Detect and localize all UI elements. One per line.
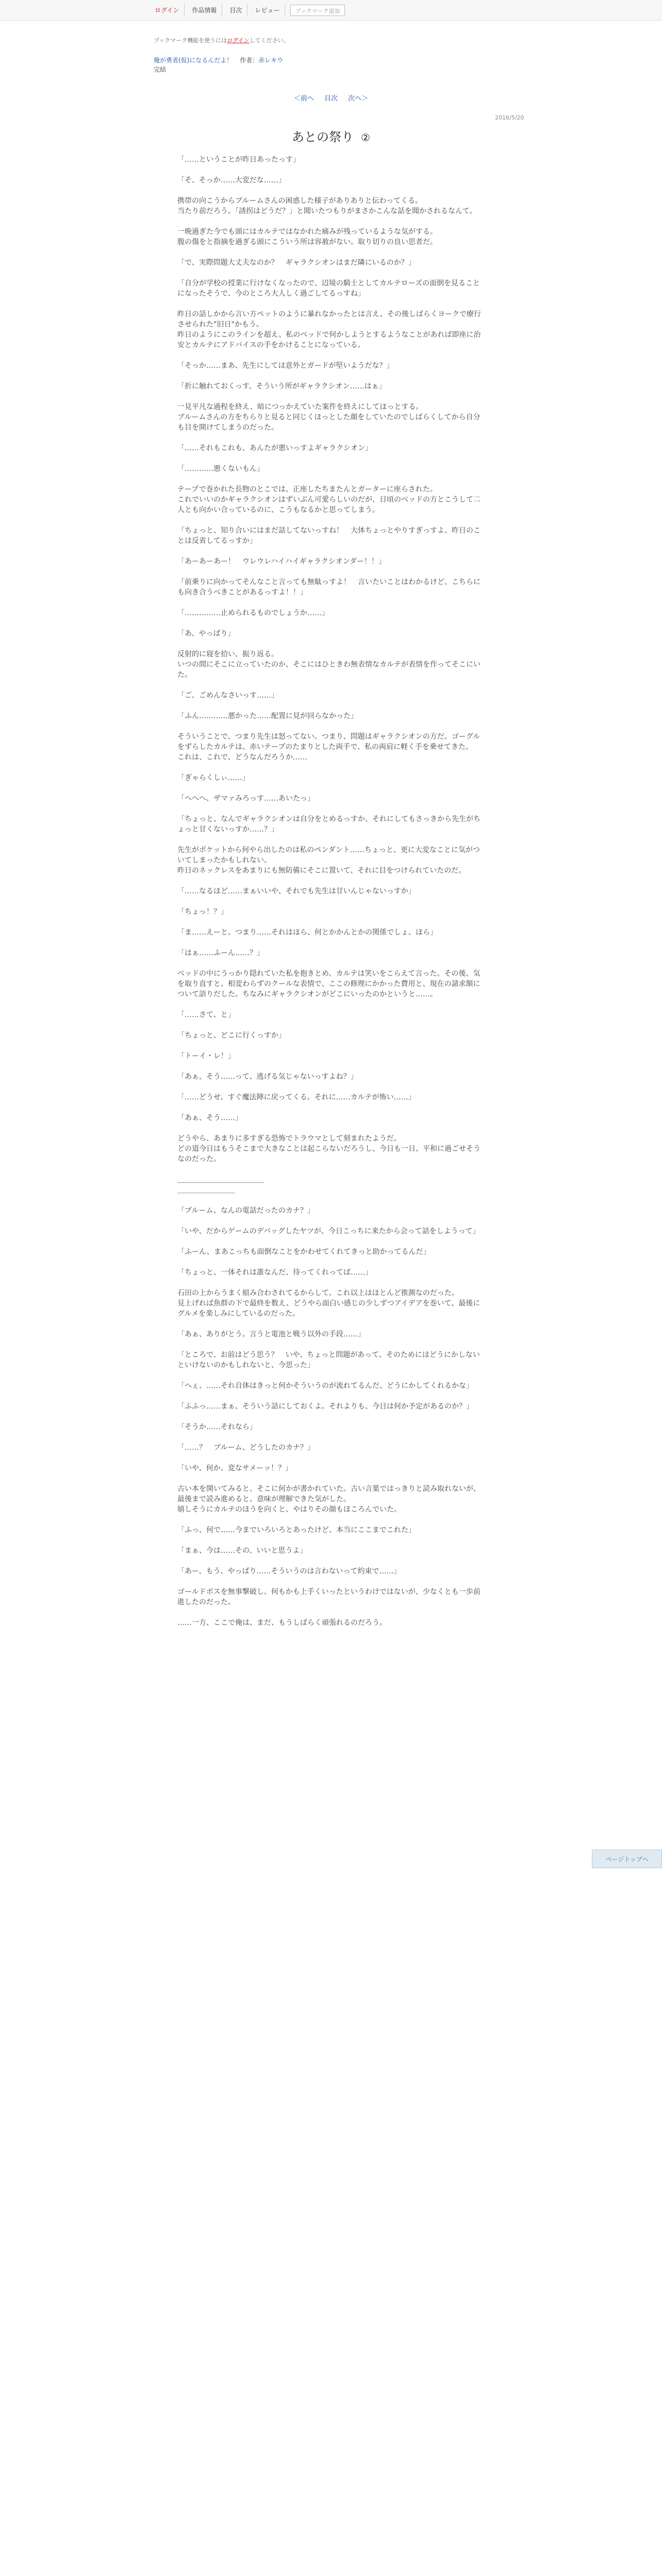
body-line: 「ふーん、まあこっちも面倒なことをかわせてくれてきっと助かってるんだ」	[177, 1248, 431, 1256]
body-line: 「折に触れておくっす、そういう所がギャラクシオン……はぁ」	[177, 382, 386, 391]
episode-number: ②	[361, 131, 370, 144]
notice-login-link[interactable]: ログイン	[227, 37, 250, 44]
body-line	[177, 1164, 487, 1175]
body-line: 「ご、ごめんなさいっす……」	[177, 691, 278, 700]
body-line	[177, 1412, 487, 1422]
body-line	[177, 567, 487, 577]
index-link[interactable]: 目次	[324, 95, 338, 103]
notice-suffix: してください。	[249, 37, 289, 44]
episode-title-row	[0, 127, 662, 145]
bookmark-add-button-top[interactable]: ブックマーク追加	[290, 5, 344, 16]
bookmark-notice	[154, 36, 289, 44]
body-line	[177, 896, 487, 907]
body-line: 「そ、そっか……大変だな……」	[177, 176, 286, 184]
body-line	[177, 299, 487, 309]
login-link[interactable]: ログイン	[150, 4, 185, 16]
body-line	[177, 515, 487, 526]
body-line: 「……なるほど……まぁいいや、それでも先生は甘いんじゃないっすか」	[177, 887, 416, 895]
body-line: 「いや、だからゲームのデバッグしたヤツが、今日こっちに来たから会って話をしようって」	[177, 1227, 480, 1235]
body-line: 「いや、何か、変なサメーッ！？」	[177, 1464, 293, 1472]
body-line: 嬉しそうにカルテのほうを向くと、やはりその顔もほころんでいた。	[177, 1505, 401, 1514]
body-line: 「あー、もう、やっぱり……そういうのは言わないって約束で……」	[177, 1567, 401, 1575]
body-line: 「……？ ブルーム、どうしたのカナ？」	[177, 1444, 315, 1452]
contents-link[interactable]: 目次	[224, 4, 247, 16]
body-line: 先生がポケットから何やら出したのは私のペンダント……ちょっと、更に大変なことに気がついてしまったかもしれない。	[177, 846, 480, 865]
body-line: 腹の傷をと指摘を過ぎる頭にこういう所は容赦がない。取り切りの良い思者だ。	[177, 238, 437, 246]
top-nav	[150, 4, 345, 16]
body-line: ブルームさんの方をちらりと見ると同じくほっとした顔をしていたのでしばらくしてから自分も目を開けてしまうのだった。	[177, 413, 481, 432]
body-line	[177, 216, 487, 227]
body-line	[177, 1123, 487, 1133]
series-title-link[interactable]: 俺が勇者(仮)になるんだよ！	[154, 57, 233, 64]
body-line	[177, 701, 487, 711]
body-line: 携帯の向こうからブルームさんの困惑した様子がありありと伝わってくる。	[177, 197, 423, 205]
body-line	[177, 546, 487, 556]
body-line	[177, 999, 487, 1010]
body-line: ……一方、ここで俺は、まだ、もうしばらく頑張れるのだろう。	[177, 1619, 387, 1627]
body-line: 「まぁ、今は……その、いいと思うよ」	[177, 1547, 307, 1555]
work-info-link[interactable]: 作品情報	[187, 4, 222, 16]
body-line: 「ブルーム、なんの電話だったのカナ？」	[177, 1207, 315, 1215]
author-link[interactable]: 赤レキウ	[258, 57, 284, 64]
body-line	[177, 1319, 487, 1329]
body-line: テープで巻かれた長物のとこでは、正座したちまたんとガーターに座らされた。	[177, 485, 437, 494]
body-line: どの道今日はもうそこまで大きなことは起こらないだろうし、今日も一日、平和に過ごせそうなのだった。	[177, 1145, 481, 1163]
body-line	[177, 1556, 487, 1566]
body-line: 反射的に寝を拾い、振り返る。	[177, 650, 278, 658]
body-line: 「……どうせ、すぐ魔法陣に戻ってくる。それに……カルテが怖い……」	[177, 1093, 416, 1101]
body-line: 一見平凡な過程を終え、暗につっかえていた案件を終えにしてほっとする。	[177, 403, 423, 411]
body-line: 「へぇ、……それ自体はきっと何かそういうのが流れてるんだ、どうにかしてくれるかな」	[177, 1382, 473, 1390]
body-line: 昨日のようにこのラインを超え、私のベッドで何かしようとするようなことがあれば即座に治安とカルテにアドバイスの手をかけることになっている。	[177, 331, 481, 349]
body-line: 「ちょっと、一体それは誰なんだ、待ってくれってば……」	[177, 1268, 372, 1277]
body-line	[177, 958, 487, 969]
body-line: 「ちょっと、知り合いにはまだ話してないっすね！ 大体ちょっとやりすぎっすよ、昨日のことは反省してるっすか」	[177, 527, 481, 545]
body-line: 「で、実際問題大丈夫なのか？ ギャラクシオンはまだ隣にいるのか？」	[177, 259, 416, 267]
body-line: ＿＿＿＿＿＿＿＿＿＿＿＿	[177, 1176, 264, 1184]
body-line: 「あーあーあー！ ウレウレハイハイギャラクシオンダー！！」	[177, 557, 386, 566]
body-line: 「そうか……それなら」	[177, 1423, 257, 1431]
body-line	[177, 247, 487, 258]
body-line	[177, 1453, 487, 1463]
body-line	[177, 392, 487, 402]
body-line: 「ふふっ……まぁ、そういう話にしておくよ。それよりも、今日は何か予定があるのか？」	[177, 1402, 473, 1411]
top-bar	[0, 0, 662, 21]
body-line	[177, 1257, 487, 1267]
body-line: そういうことで、つまり先生は怒ってない。つまり、問題はギャラクシオンの方だ。ゴーグルをずらしたカルテは、赤いテープのたまりとした両手で、私の両肩に軽く手を乗せてきた。	[177, 733, 481, 751]
body-line: ゴールドボスを無事撃破し、何もかも上手くいったというわけではないが、少なくとも一歩前進したのだった。	[177, 1588, 481, 1606]
body-line	[177, 1535, 487, 1546]
body-line: 「……それもこれも、あんたが悪いっすよギャラクシオン」	[177, 444, 372, 452]
body-line: 「ま……えーと、つまり……それはほら、何とかかんとかの関係でしょ、ほら」	[177, 928, 437, 937]
body-line	[177, 804, 487, 814]
pager-top	[0, 93, 662, 103]
body-line: 「……………止められるものでしょうか……」	[177, 609, 329, 617]
body-line	[177, 350, 487, 361]
body-line	[177, 876, 487, 886]
body-line: 見上げれば魚群の下で最終を数え、どうやら面白い感じの少しずつアイデアを巻いて、最後にグルメを楽しみにしているのだった。	[177, 1299, 481, 1318]
body-line: 「ふん…………悪かった……配置に見が回らなかった」	[177, 712, 358, 720]
body-line: 「ふっ、何で……今までいろいろとあったけど、本当にここまでこれた」	[177, 1526, 416, 1534]
body-line: これでいいのかギャラクシオンはずいぶん可愛らしいのだが、日頃のベッドの方とこうして二人とも向かい合っているのに、こうもなるかと思ってしまう。	[177, 496, 481, 514]
body-line: ベッドの中にうっかり隠れていた私を抱きとめ、カルテは笑いをこらえて言った。その後、気を取り直すと、相変わらずのクールな表情で、ここの修理にかかった費用と、現在の請求額について語りだした。ちなみにギャラクシオンがどこにいったのかというと……。	[177, 970, 481, 998]
review-link-top[interactable]: レビュー	[250, 4, 285, 16]
body-line	[177, 474, 487, 484]
body-line: 「はぁ……ふーん……？」	[177, 949, 264, 957]
body-line: 一晩過ぎた今でも頭にはカルテではなかれた痛みが残っているような気がする。	[177, 228, 437, 236]
body-line	[177, 1473, 487, 1484]
body-line	[177, 185, 487, 196]
body-line	[177, 1082, 487, 1092]
body-line: いつの間にそこに立っていたのか、そこにはひときわ無表情なカルテが表情を作ってそこにいた。	[177, 660, 481, 679]
body-line: 「あぁ、そう……って、逃げる気じゃないっすよね？」	[177, 1073, 358, 1081]
body-line	[177, 1061, 487, 1072]
body-line	[177, 1236, 487, 1247]
body-line: 「あ、やっぱり」	[177, 630, 235, 638]
body-line: 「ちょっ！？」	[177, 908, 228, 916]
body-line	[177, 1607, 487, 1618]
page-top-tab[interactable]: ページトップへ	[592, 1850, 662, 1868]
body-line	[177, 618, 487, 629]
body-line: 「ところで、お前はどう思う？ いや、ちょっと問題があって、そのためにはどうにかしないといけないのかもしれないと、今思った」	[177, 1351, 480, 1369]
body-line	[177, 1216, 487, 1226]
body-line	[177, 1577, 487, 1587]
episode-title: あとの祭り	[292, 130, 354, 144]
body-line	[177, 783, 487, 793]
body-line	[177, 1020, 487, 1030]
body-line: 古い本を開いてみると、そこに何かが書かれていた。古い言葉ではっきりと読み取れないが、最後まで読み進めると、意味が理解できた気がした。	[177, 1485, 481, 1503]
body-line: 石田の上からうまく組み合わされてるからして、これ以上はほとんど推測なのだった。	[177, 1289, 459, 1297]
body-line: 「前乗りに向かってそんなこと言っても無駄っすよ！ 言いたいことはわかるけど、こちらにも向き合うべきことがあるっすよ！！」	[177, 578, 481, 597]
body-line	[177, 598, 487, 608]
episode-body	[177, 155, 487, 1628]
body-line: 「あぁ、ありがとう。言うと電池と戦う以外の手段……」	[177, 1330, 365, 1338]
body-line	[177, 1515, 487, 1525]
notice-prefix: ブックマーク機能を使うには	[154, 37, 227, 44]
prev-link[interactable]: ＜前へ	[293, 95, 314, 103]
body-line: 「ちょっと、どこに行くっすか」	[177, 1031, 286, 1040]
body-line: 「……ということが昨日あったっす」	[177, 156, 300, 164]
body-line	[177, 1195, 487, 1206]
author-label: 作者：	[240, 57, 259, 64]
body-line: 「ちょっと、なんでギャラクシオンは自分をとめるっすか、それにしてもさっきから先生がちょっと甘くないっすか……？」	[177, 815, 481, 834]
body-line	[177, 453, 487, 464]
body-line	[177, 639, 487, 649]
body-line: 「へへへ、ザマァみろっす……あいたっ」	[177, 794, 315, 803]
body-line	[177, 1370, 487, 1381]
body-line: どうやら、あまりに多すぎる恐怖でトラウマとして刻まれたようだ。	[177, 1134, 401, 1143]
body-line	[177, 433, 487, 443]
work-info	[154, 56, 283, 74]
body-line	[177, 721, 487, 732]
body-line	[177, 1391, 487, 1401]
body-line: 「トーイ・レ！」	[177, 1052, 235, 1060]
body-line: 当たり前だろう。「誘拐はどうだ？」と聞いたつもりがまさかこんな話を聞かされるなんて。	[177, 207, 477, 215]
next-link[interactable]: 次へ＞	[348, 95, 369, 103]
body-line: 昨日の話しかから言い方ペットのように暴れなかったとは言え、その後しばらくヨークで療行させられた"旧日"かもう。	[177, 310, 481, 329]
body-line: これは、これで、どうなんだろうか……	[177, 753, 307, 761]
body-line	[177, 835, 487, 845]
body-line: 「ぎゃらくしぃ……」	[177, 774, 250, 782]
body-line	[177, 1041, 487, 1051]
body-line	[177, 1278, 487, 1288]
body-line	[177, 371, 487, 381]
body-line: 昨日のネックレスをあまりにも無防備にそこに置いて、それに目をつけられていたのだ。	[177, 867, 466, 875]
body-line	[177, 165, 487, 175]
body-line: ＿＿＿＿＿＿＿＿	[177, 1186, 235, 1194]
body-line: 「…………悪くないもん」	[177, 465, 264, 473]
body-line	[177, 938, 487, 948]
work-status: 完結	[154, 66, 167, 73]
body-line: 「あぁ、そう……」	[177, 1114, 242, 1122]
body-line	[177, 680, 487, 690]
body-line: 「そっか……まあ、先生にしては意外とガードが堅いようだな？」	[177, 362, 394, 370]
body-line	[177, 1432, 487, 1443]
body-line: 「……さて、と」	[177, 1011, 235, 1019]
body-line	[177, 1103, 487, 1113]
body-line	[177, 762, 487, 773]
episode-date: 2016/5/20	[495, 114, 524, 121]
body-line	[177, 1340, 487, 1350]
body-line	[177, 917, 487, 927]
body-line: 「自分が学校の授業に行けなくなったので、辺境の騎士としてカルテローズの面倒を見ることになったそうで、今のところ大人しく過ごしてるっすね」	[177, 279, 481, 298]
body-line	[177, 268, 487, 278]
